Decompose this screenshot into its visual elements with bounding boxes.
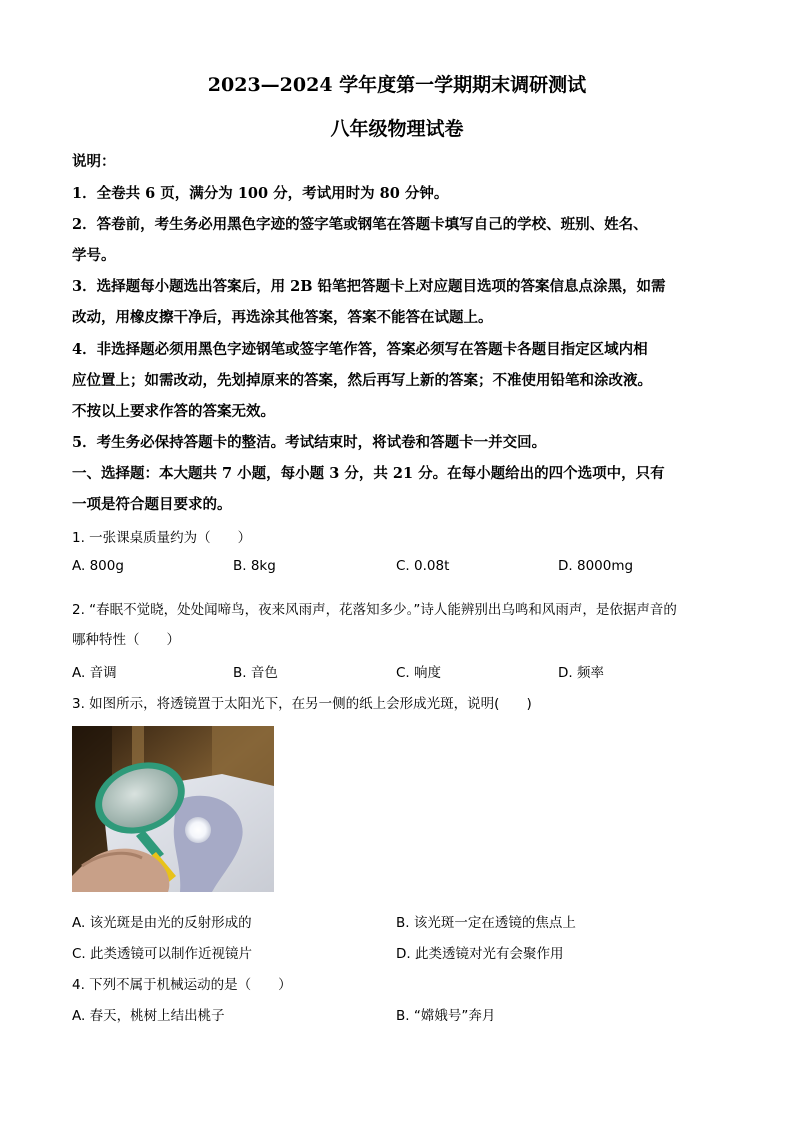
- instruction-line: 1．全卷共 6 页，满分为 100 分，考试用时为 80 分钟。: [72, 185, 449, 202]
- question-2-option-a: A. 音调: [72, 665, 117, 681]
- instruction-line: 5．考生务必保持答题卡的整洁。考试结束时，将试卷和答题卡一并交回。: [72, 434, 547, 451]
- exam-subtitle: 八年级物理试卷: [330, 118, 464, 140]
- instruction-line: 4．非选择题必须用黑色字迹钢笔或签字笔作答，答案必须写在答题卡各题目指定区域内相: [72, 341, 648, 358]
- question-1-stem: 1. 一张课桌质量约为（ ）: [72, 530, 252, 546]
- question-2-option-d: D. 频率: [558, 665, 604, 681]
- question-3-option-c: C. 此类透镜可以制作近视镜片: [72, 946, 253, 962]
- section-header: 一项是符合题目要求的。: [72, 496, 232, 513]
- question-3-option-d: D. 此类透镜对光有会聚作用: [396, 946, 564, 962]
- question-1-option-b: B. 8kg: [233, 558, 276, 574]
- question-1-option-d: D. 8000mg: [558, 558, 634, 574]
- question-2-stem: 2. “春眠不觉晓，处处闻啼鸟，夜来风雨声，花落知多少。”诗人能辨别出乌鸣和风雨声，是依据声音的: [72, 602, 677, 618]
- instruction-line: 2．答卷前，考生务必用黑色字迹的签字笔或钢笔在答题卡填写自己的学校、班别、姓名、: [72, 216, 648, 233]
- instructions-heading: 说明：: [72, 153, 116, 170]
- question-2-stem: 哪种特性（ ）: [72, 632, 180, 648]
- instruction-line: 学号。: [72, 247, 116, 264]
- question-4-stem: 4. 下列不属于机械运动的是（ ）: [72, 977, 292, 993]
- question-3-option-b: B. 该光斑一定在透镜的焦点上: [396, 915, 576, 931]
- instruction-line: 3．选择题每小题选出答案后，用 2B 铅笔把答题卡上对应题目选项的答案信息点涂黑，如需: [72, 278, 666, 295]
- question-1-option-c: C. 0.08t: [396, 558, 450, 574]
- question-4-option-a: A. 春天，桃树上结出桃子: [72, 1008, 225, 1024]
- question-3-option-a: A. 该光斑是由光的反射形成的: [72, 915, 252, 931]
- instruction-line: 改动，用橡皮擦干净后，再选涂其他答案，答案不能答在试题上。: [72, 309, 493, 326]
- magnifier-photo: [72, 726, 274, 892]
- question-2-option-b: B. 音色: [233, 665, 278, 681]
- exam-title: 2023—2024 学年度第一学期期末调研测试: [207, 74, 587, 96]
- instruction-line: 不按以上要求作答的答案无效。: [72, 403, 275, 420]
- section-header: 一、选择题：本大题共 7 小题，每小题 3 分，共 21 分。在每小题给出的四个选项中，只有: [72, 465, 665, 482]
- question-2-option-c: C. 响度: [396, 665, 442, 681]
- question-4-option-b: B. “嫦娥号”奔月: [396, 1008, 496, 1024]
- question-1-option-a: A. 800g: [72, 558, 124, 574]
- question-3-stem: 3. 如图所示，将透镜置于太阳光下，在另一侧的纸上会形成光斑，说明( ): [72, 696, 532, 712]
- instruction-line: 应位置上；如需改动，先划掉原来的答案，然后再写上新的答案；不准使用铅笔和涂改液。: [72, 372, 652, 389]
